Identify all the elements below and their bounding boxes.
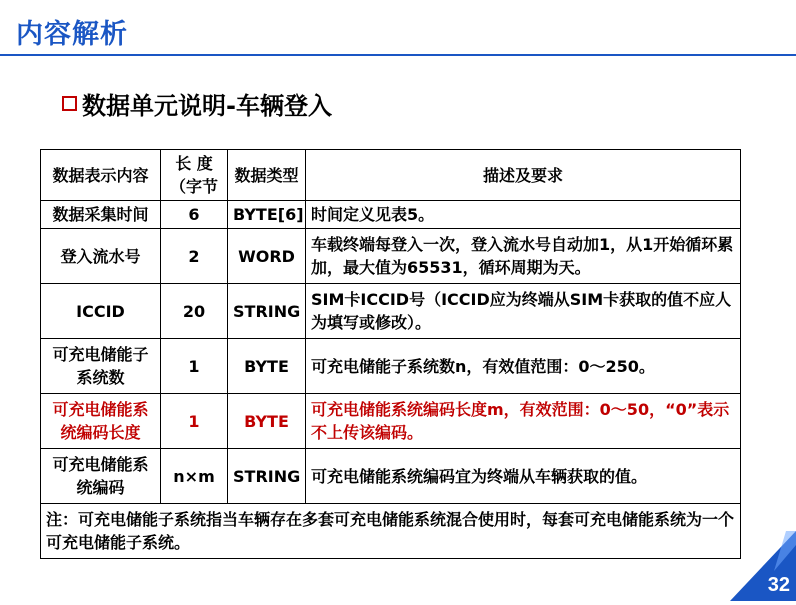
table-row xyxy=(41,201,741,229)
cell-length: 6 xyxy=(161,201,228,229)
spec-table xyxy=(40,149,741,559)
cell-desc: 可充电储能子系统数n，有效值范围：0～250。 xyxy=(306,339,741,394)
cell-desc: 可充电储能系统编码宜为终端从车辆获取的值。 xyxy=(306,449,741,504)
cell-type: BYTE xyxy=(228,339,306,394)
cell-type: BYTE xyxy=(228,394,306,449)
cell-content: ICCID xyxy=(41,284,161,339)
cell-desc: 时间定义见表5。 xyxy=(306,201,741,229)
header-cell: 描述及要求 xyxy=(306,150,741,201)
table-row xyxy=(41,284,741,339)
header-rule xyxy=(0,54,796,56)
cell-type: STRING xyxy=(228,284,306,339)
section-title-text: 数据单元说明-车辆登入 xyxy=(82,92,332,120)
cell-length: 2 xyxy=(161,229,228,284)
section-title xyxy=(62,86,332,121)
cell-desc: 可充电储能系统编码长度m，有效范围：0～50，“0”表示不上传该编码。 xyxy=(306,394,741,449)
header-cell: 数据类型 xyxy=(228,150,306,201)
cell-length: n×m xyxy=(161,449,228,504)
cell-content: 可充电储能子系统数 xyxy=(41,339,161,394)
cell-content: 登入流水号 xyxy=(41,229,161,284)
table-row xyxy=(41,449,741,504)
cell-desc: 车载终端每登入一次，登入流水号自动加1，从1开始循环累加，最大值为65531，循环周期为天。 xyxy=(306,229,741,284)
table-header-row xyxy=(41,150,741,201)
table-row-highlighted xyxy=(41,394,741,449)
cell-type: WORD xyxy=(228,229,306,284)
cell-content: 可充电储能系统编码长度 xyxy=(41,394,161,449)
cell-content: 可充电储能系统编码 xyxy=(41,449,161,504)
table-row xyxy=(41,229,741,284)
cell-type: STRING xyxy=(228,449,306,504)
header-cell: 长 度（字节 xyxy=(161,150,228,201)
cell-content: 数据采集时间 xyxy=(41,201,161,229)
table-note-row xyxy=(41,504,741,559)
cell-desc: SIM卡ICCID号（ICCID应为终端从SIM卡获取的值不应人为填写或修改）。 xyxy=(306,284,741,339)
header-title: 内容解析 xyxy=(16,19,128,50)
cell-length: 20 xyxy=(161,284,228,339)
cell-length: 1 xyxy=(161,339,228,394)
cell-type: BYTE[6] xyxy=(228,201,306,229)
note-cell: 注：可充电储能子系统指当车辆存在多套可充电储能系统混合使用时，每套可充电储能系统为一个可充电储能子系统。 xyxy=(41,504,741,559)
square-bullet-icon xyxy=(62,96,77,111)
header-cell: 数据表示内容 xyxy=(41,150,161,201)
cell-length: 1 xyxy=(161,394,228,449)
table-row xyxy=(41,339,741,394)
page-number: 32 xyxy=(767,574,790,596)
